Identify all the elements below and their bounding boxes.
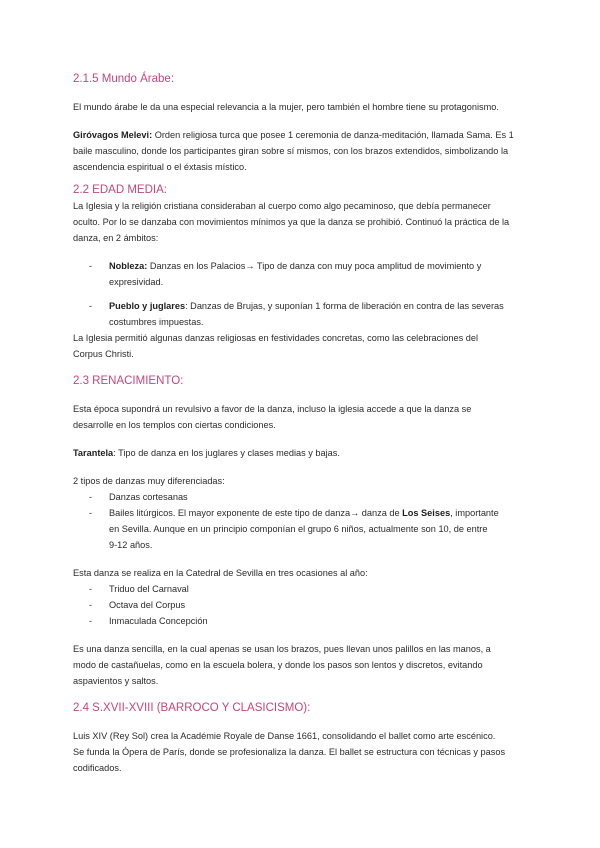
paragraph-tipos: 2 tipos de danzas muy diferenciadas: — [73, 476, 225, 486]
list-item-pueblo: - Pueblo y juglares: Danzas de Brujas, y suponían 1 forma de liberación en contra de las severas costumbres impuestas. — [89, 301, 504, 327]
paragraph-danza-sencilla: Es una danza sencilla, en la cual apenas se usan los brazos, pues llevan unos palillos en las manos, a modo de castañuelas, como en la escuela bolera, y donde los pasos son lentos y discretos, evitando aspavientos y saltos. — [73, 644, 491, 686]
page-content — [73, 72, 535, 776]
paragraph-barroco: Luis XIV (Rey Sol) crea la Académie Royale de Danse 1661, consolidando el ballet como arte escénico. Se funda la Ópera de París, donde se profesionaliza la danza. El ballet se estructura con técnicas y pasos codificados. — [73, 731, 506, 773]
section-heading-edad-media: 2.2 EDAD MEDIA: — [73, 184, 167, 196]
paragraph-mundo-arabe: El mundo árabe le da una especial relevancia a la mujer, pero también el hombre tiene su protagonismo. — [73, 102, 499, 112]
paragraph-catedral-sevilla: Esta danza se realiza en la Catedral de Sevilla en tres ocasiones al año: — [73, 568, 368, 578]
section-heading-mundo-arabe: 2.1.5 Mundo Árabe: — [73, 73, 175, 85]
list-item: - Inmaculada Concepción — [89, 616, 208, 626]
list-item-bailes-liturgicos: - Bailes litúrgicos. El mayor exponente de este tipo de danza→ danza de Los Seises, importante en Sevilla. Aunque en un principio componían el grupo 6 niños, actualmente son 10, de entre 9-12 años. — [89, 508, 499, 550]
paragraph-renacimiento: Esta época supondrá un revulsivo a favor de la danza, incluso la iglesia accede a que la danza se desarrolle en los templos con ciertas condiciones. — [73, 404, 472, 430]
list-item-danzas-cortesanas: - Danzas cortesanas — [89, 492, 188, 502]
list-tipos-danzas — [73, 489, 535, 553]
term-girovagos: Giróvagos Melevi: — [73, 130, 153, 140]
paragraph-edad-media-outro: La Iglesia permitió algunas danzas religiosas en festividades concretas, como las celebraciones del Corpus Christi. — [73, 333, 478, 359]
paragraph-girovagos: Giróvagos Melevi: Orden religiosa turca que posee 1 ceremonia de danza-meditación, llamada Sama. Es 1 baile masculino, donde los participantes giran sobre sí mismos, con los brazos extendidos, simbolizando la ascendencia espiritual o el éxtasis místico. — [73, 130, 514, 172]
section-heading-barroco: 2.4 S.XVII-XVIII (BARROCO Y CLASICISMO): — [73, 702, 311, 714]
list-item-nobleza: - Nobleza: Danzas en los Palacios→ Tipo de danza con muy poca amplitud de movimiento y expresividad. — [89, 261, 482, 287]
section-heading-renacimiento: 2.3 RENACIMIENTO: — [73, 375, 184, 387]
paragraph-edad-media-intro: La Iglesia y la religión cristiana consideraban al cuerpo como algo pecaminoso, que debía permanecer oculto. Por lo se danzaba con movimientos mínimos ya que la danza se prohibió. Continuó la práctica de la danza, en 2 ámbitos: — [73, 201, 510, 243]
list-ambitos — [73, 258, 535, 330]
list-ocasiones — [73, 581, 535, 629]
list-item: - Octava del Corpus — [89, 600, 186, 610]
list-item: - Triduo del Carnaval — [89, 584, 189, 594]
term-tarantela: Tarantela — [73, 448, 114, 458]
paragraph-tarantela: Tarantela: Tipo de danza en los juglares y clases medias y bajas. — [73, 448, 340, 458]
